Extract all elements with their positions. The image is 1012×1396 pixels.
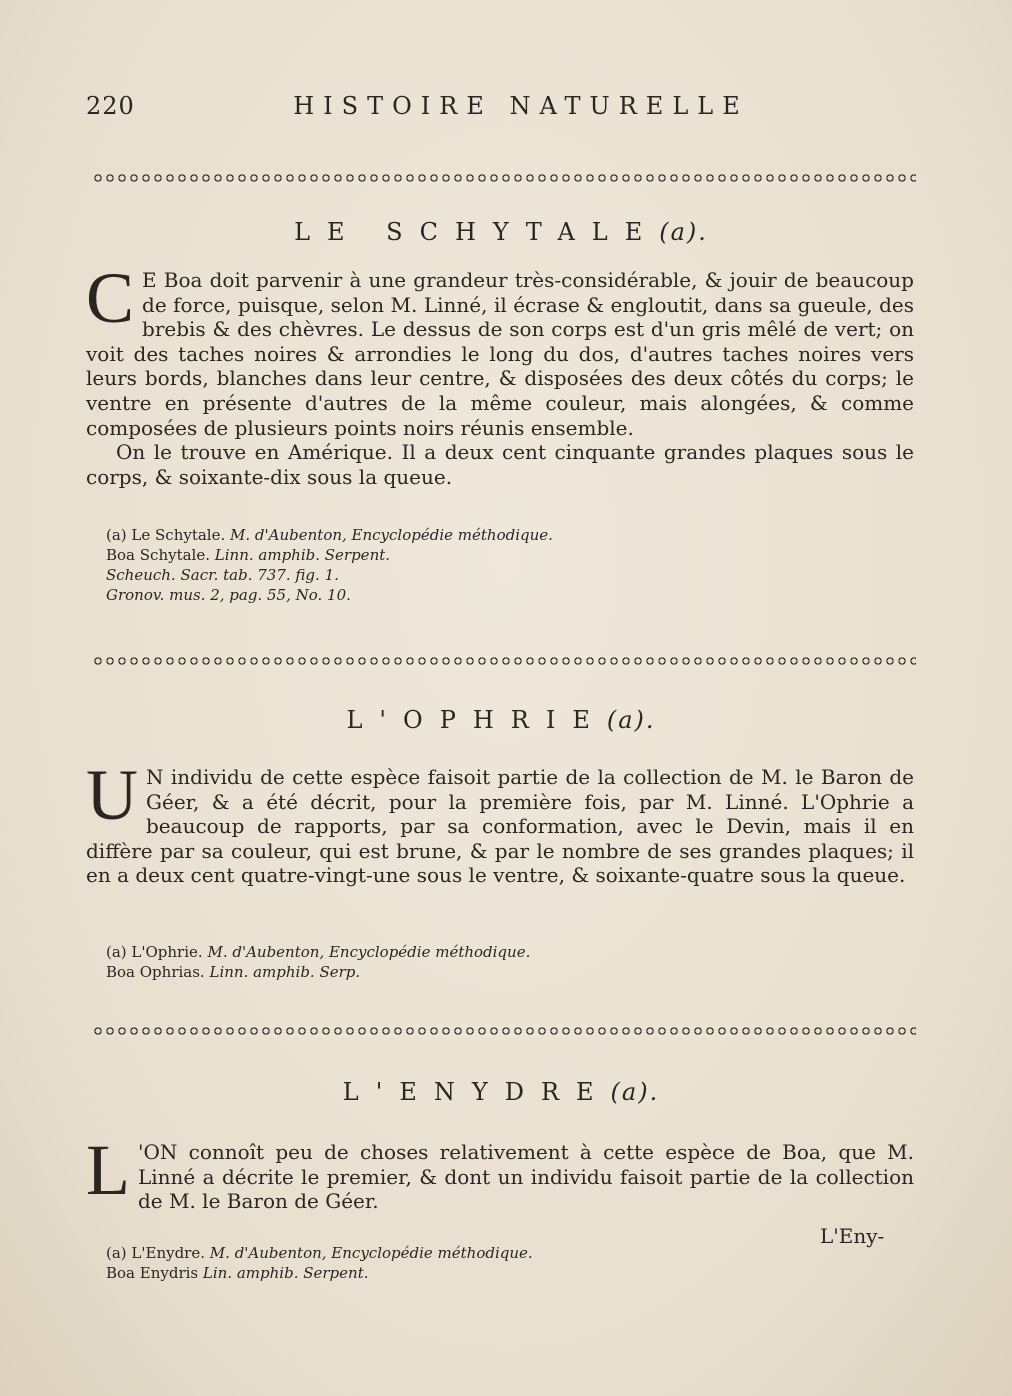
paragraph: On le trouve en Amérique. Il a deux cent cinquante grandes plaques sous le corps, & soixante-dix sous la queue. <box>86 440 914 489</box>
page-number: 220 <box>86 92 135 120</box>
footnote-line: Boa Enydris Lin. amphib. Serpent. <box>106 1264 369 1282</box>
page-header <box>86 92 916 132</box>
footnote-line: (a) Le Schytale. M. d'Aubenton, Encyclopédie méthodique. <box>106 526 553 544</box>
section-title: L'ENYDRE(a). <box>342 1078 660 1106</box>
ornament-divider <box>92 655 916 667</box>
drop-cap: L <box>86 1130 130 1210</box>
footnotes <box>106 1243 906 1283</box>
drop-cap: U <box>86 755 138 835</box>
footnotes <box>106 942 906 982</box>
footnote-line: (a) L'Ophrie. M. d'Aubenton, Encyclopédie méthodique. <box>106 943 531 961</box>
footnote-line: Boa Schytale. Linn. amphib. Serpent. <box>106 546 391 564</box>
running-title: HISTOIRE NATURELLE <box>293 92 749 120</box>
drop-cap: C <box>86 258 135 338</box>
section-body <box>86 755 914 888</box>
footnote-line: Gronov. mus. 2, pag. 55, No. 10. <box>106 586 351 604</box>
ornament-divider <box>92 172 916 184</box>
section-title: LE SCHYTALE(a). <box>294 218 708 246</box>
ornament-divider <box>92 1025 916 1037</box>
catchword: L'Eny- <box>820 1224 885 1248</box>
paragraph: 'ON connoît peu de choses relativement à cette espèce de Boa, que M. Linné a décrite le premier, & dont un individu faisoit partie de la collection de M. le Baron de Géer. <box>137 1140 914 1214</box>
section-title: L'OPHRIE(a). <box>346 706 656 734</box>
section-body <box>86 1130 914 1214</box>
paragraph: N individu de cette espèce faisoit partie de la collection de M. le Baron de Géer, & a été décrit, pour la première fois, par M. Linné. L'Ophrie a beaucoup de rapports, par sa conformation, avec le Devin, mais il en diffère par sa couleur, qui est brune, & par le nombre de ses grandes plaques; il en a deux cent quatre-vingt-une sous le ventre, & soixante-quatre sous la queue. <box>86 765 914 888</box>
paragraph: E Boa doit parvenir à une grandeur très-considérable, & jouir de beaucoup de force, puisque, selon M. Linné, il écrase & engloutit, dans sa gueule, des brebis & des chèvres. Le dessus de son corps est d'un gris mêlé de vert; on voit des taches noires & arrondies le long du dos, d'autres taches noires vers leurs bords, blanches dans leur centre, & disposées des deux côtés du corps; le ventre en présente d'autres de la même couleur, mais alongées, & comme composées de plusieurs points noirs réunis ensemble. <box>86 268 914 440</box>
footnotes <box>106 525 906 605</box>
section-body <box>86 258 914 489</box>
footnote-line: Boa Ophrias. Linn. amphib. Serp. <box>106 963 361 981</box>
footnote-line: Scheuch. Sacr. tab. 737. fig. 1. <box>106 566 339 584</box>
footnote-line: (a) L'Enydre. M. d'Aubenton, Encyclopédie méthodique. <box>106 1244 533 1262</box>
